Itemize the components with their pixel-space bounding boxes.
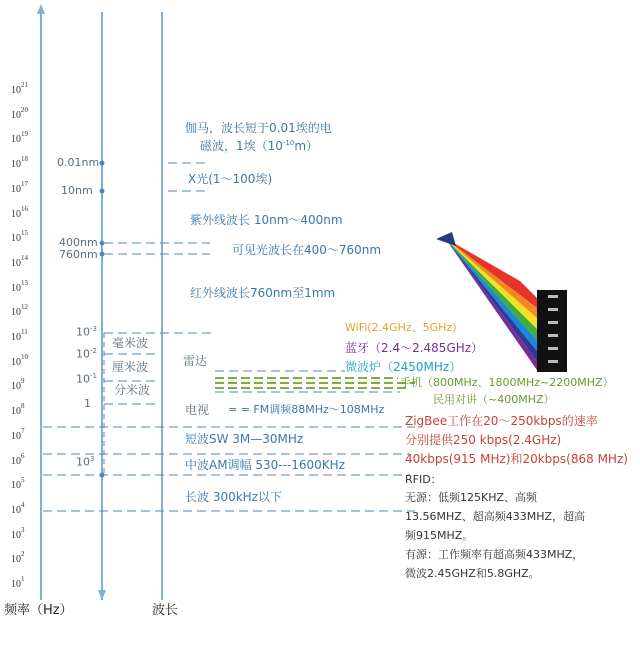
frequency-tick-label: $10^3$	[11, 525, 25, 541]
label-microwave: 微波炉（2450MHz）	[345, 360, 462, 374]
label-mobile: 手机（800MHz、1800MHz~2200MHZ）	[400, 376, 614, 389]
band-tv: 电视	[185, 403, 210, 417]
frequency-tick-label: $10^{15}$	[11, 229, 28, 245]
mark-1e-1: $10^{-1}$	[76, 372, 97, 386]
label-wifi: WiFi(2.4GHz、5GHz)	[345, 321, 457, 334]
dot-760nm	[100, 252, 105, 257]
band-fm: = = FM调频88MHz～108MHz	[228, 403, 385, 416]
band-gamma-line1: 伽马，波长短于0.01埃的电	[185, 121, 332, 135]
mark-760nm: 760nm	[59, 248, 98, 261]
frequency-tick-label: $10^{14}$	[11, 253, 28, 269]
frequency-tick-label: $10^9$	[11, 377, 25, 393]
zigbee-line1: ZigBee工作在20～250kbps的速率	[405, 414, 598, 428]
band-lw: 长波 300kHz以下	[185, 490, 282, 504]
frequency-tick-label: $10^{19}$	[11, 130, 28, 146]
zigbee-line2: 分别提供250 kbps(2.4GHz)	[405, 433, 562, 447]
frequency-tick-label: $10^4$	[11, 500, 25, 516]
rfid-passive2: 13.56MHZ、超高频433MHZ，超高	[405, 510, 586, 523]
rfid-active2: 微波2.45GHZ和5.8GHZ。	[405, 567, 540, 580]
frequency-tick-label: $10^{16}$	[11, 204, 28, 220]
rfid-active1: 有源：工作频率有超高频433MHZ，	[405, 548, 584, 561]
zigbee-line3: 40kbps(915 MHz)和20kbps(868 MHz)	[405, 452, 628, 466]
frequency-axis-label: 频率（Hz）	[4, 603, 73, 618]
frequency-tick-label: $10^{18}$	[11, 155, 28, 171]
band-visible: 可见光波长在400～760nm	[232, 243, 382, 257]
wavelength-axis-arrow	[98, 590, 106, 600]
frequency-tick-label: $10^{10}$	[11, 352, 28, 368]
dot-001nm	[100, 161, 105, 166]
wavelength-axis-label: 波长	[152, 603, 179, 618]
frequency-tick-label: $10^7$	[11, 426, 25, 442]
band-mm: 毫米波	[112, 336, 149, 350]
frequency-tick-label: $10^{11}$	[11, 328, 28, 343]
band-radar: 雷达	[183, 354, 208, 368]
mark-001nm: 0.01nm	[57, 156, 100, 169]
frequency-tick-label: $10^1$	[11, 575, 25, 590]
mark-400nm: 400nm	[59, 236, 98, 249]
mark-1e-2: $10^{-2}$	[76, 347, 97, 361]
mark-1: 1	[84, 397, 91, 410]
frequency-tick-label: $10^{12}$	[11, 303, 28, 319]
band-mw: 中波AM调幅 530---1600KHz	[185, 458, 346, 472]
mark-10nm: 10nm	[61, 184, 93, 197]
frequency-tick-label: $10^{21}$	[11, 81, 28, 96]
frequency-tick-label: $10^2$	[11, 550, 25, 566]
band-uv: 紫外线波长 10nm～400nm	[190, 213, 343, 227]
frequency-tick-label: $10^8$	[11, 402, 25, 418]
rfid-title: RFID：	[405, 473, 442, 486]
band-ir: 红外线波长760nm至1mm	[190, 286, 336, 300]
frequency-tick-label: $10^6$	[11, 451, 25, 467]
rfid-passive3: 频915MHZ。	[405, 529, 474, 542]
frequency-axis-arrow	[37, 4, 45, 14]
dot-10nm	[100, 189, 105, 194]
label-bluetooth: 蓝牙（2.4～2.485GHz）	[345, 341, 484, 355]
mark-1e-3: $10^{-3}$	[76, 325, 97, 339]
frequency-tick-label: $10^{20}$	[11, 105, 28, 121]
label-walkie: 民用对讲（~400MHZ）	[433, 393, 555, 406]
band-gamma-line2: 磁波，1埃$(10^{-10}m)$	[200, 139, 319, 153]
band-dm: 分米波	[114, 383, 151, 397]
rfid-passive1: 无源：低频125KHZ、高频	[405, 491, 538, 504]
frequency-tick-label: $10^{17}$	[11, 179, 28, 195]
frequency-tick-label: $10^{13}$	[11, 278, 28, 294]
green-dashes	[215, 378, 415, 388]
frequency-tick-label: $10^5$	[11, 476, 25, 492]
band-sw: 短波SW 3M—30MHz	[185, 432, 304, 446]
mark-1e3: $10^3$	[76, 455, 95, 469]
band-cm: 厘米波	[112, 360, 149, 374]
dot-400nm	[100, 241, 105, 246]
band-xray: X光(1～100埃)	[188, 172, 273, 186]
